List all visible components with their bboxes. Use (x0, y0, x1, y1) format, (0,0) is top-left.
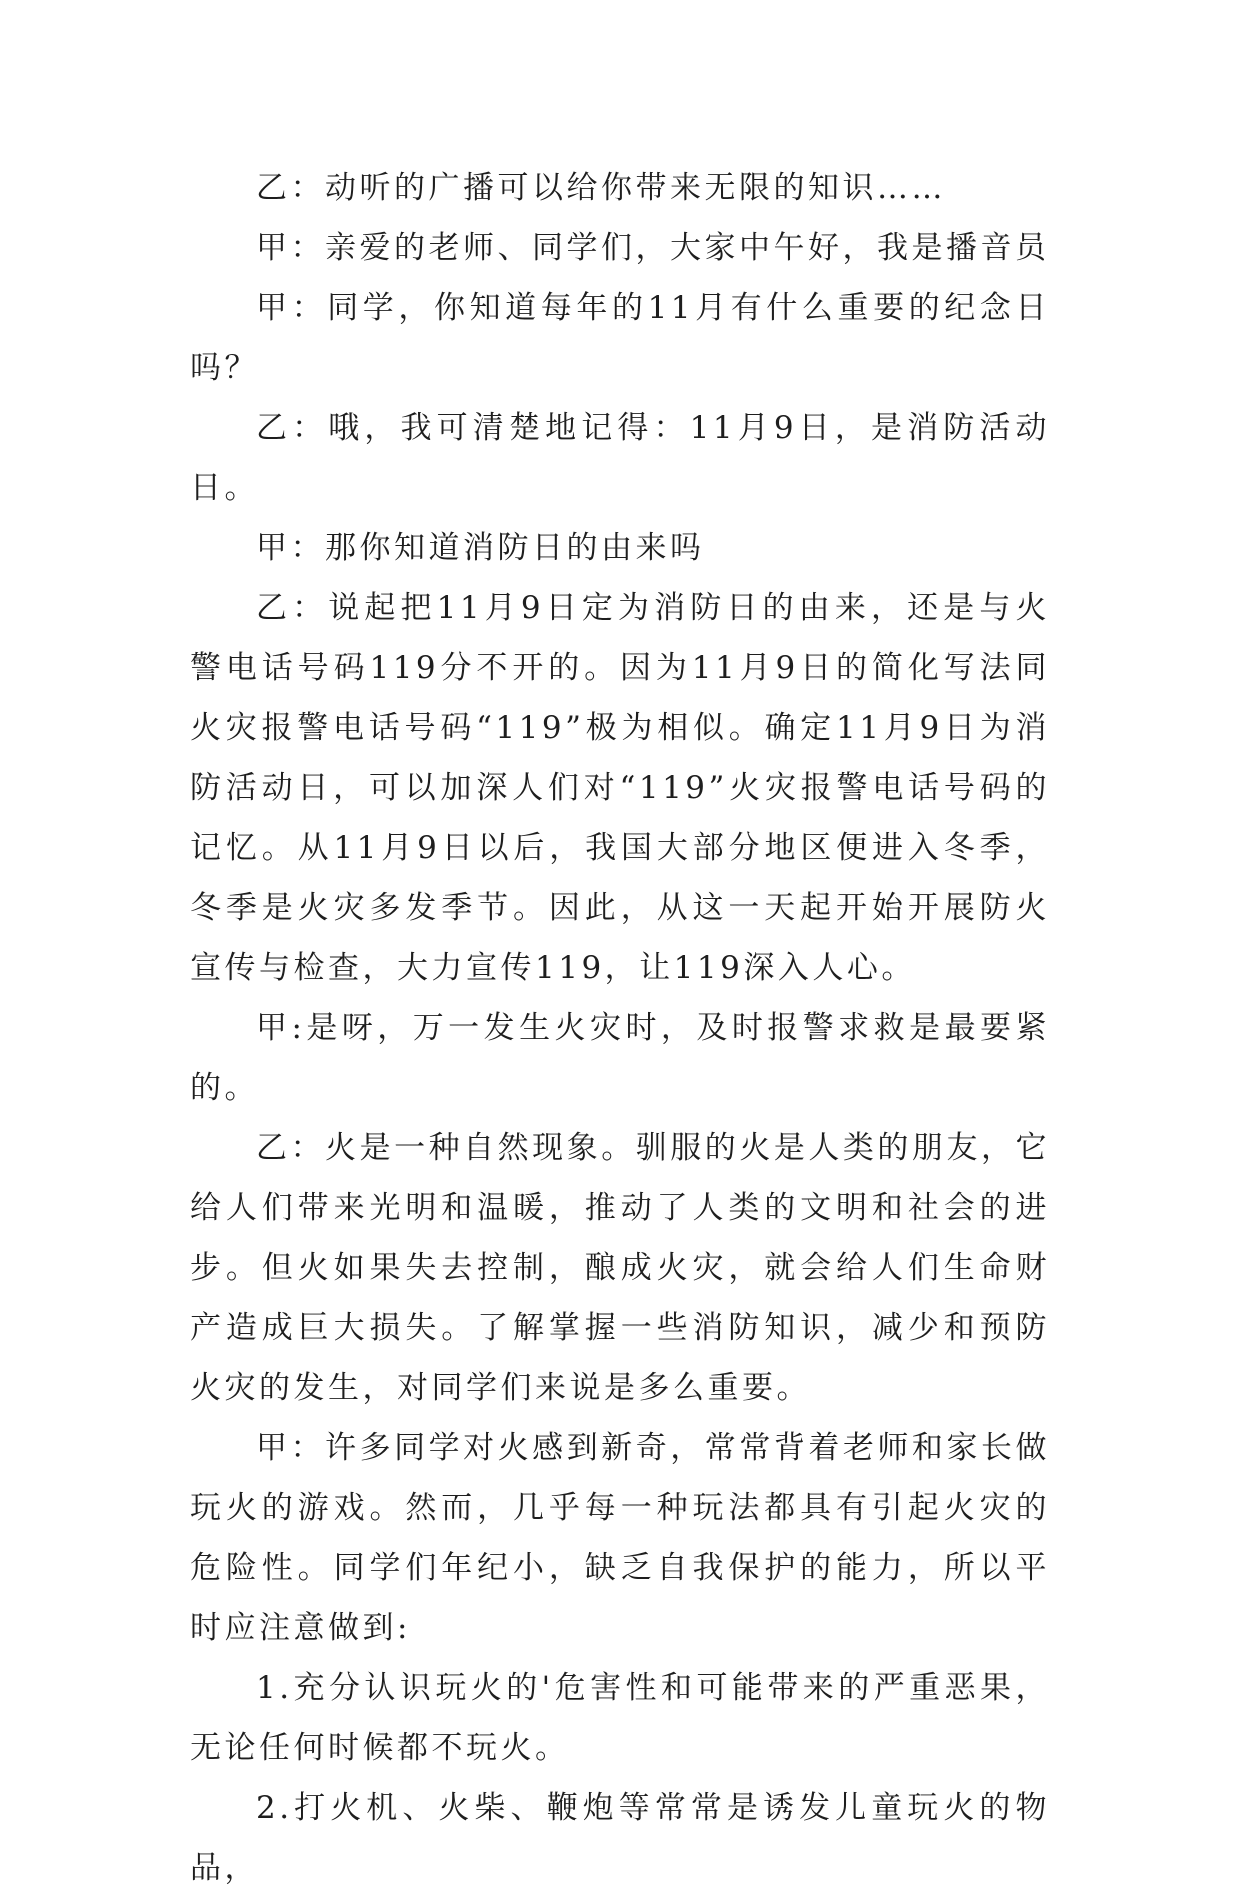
paragraph: 乙：火是一种自然现象。驯服的火是人类的朋友，它给人们带来光明和温暖，推动了人类的文明和社会的进步。但火如果失去控制，酿成火灾，就会给人们生命财产造成巨大损失。了解掌握一些消防知识，减少和预防火灾的发生，对同学们来说是多么重要。 (190, 1130, 1050, 1406)
paragraph: 乙：说起把11月9日定为消防日的由来，还是与火警电话号码119分不开的。因为11月9日的简化写法同火灾报警电话号码“119”极为相似。确定11月9日为消防活动日，可以加深人们对“119”火灾报警电话号码的记忆。从11月9日以后，我国大部分地区便进入冬季，冬季是火灾多发季节。因此，从这一天起开始开展防火宣传与检查，大力宣传119，让119深入人心。 (190, 590, 1050, 986)
paragraph: 甲：那你知道消防日的由来吗 (256, 530, 705, 566)
paragraph: 甲:是呀，万一发生火灾时，及时报警求救是最要紧的。 (190, 1010, 1050, 1106)
numbered-item: 1.充分认识玩火的'危害性和可能带来的严重恶果，无论任何时候都不玩火。 (190, 1670, 1050, 1766)
document-body (190, 158, 1050, 1898)
paragraph: 甲：许多同学对火感到新奇，常常背着老师和家长做玩火的游戏。然而，几乎每一种玩法都具有引起火灾的危险性。同学们年纪小，缺乏自我保护的能力，所以平时应注意做到: (190, 1430, 1050, 1646)
paragraph: 乙：哦，我可清楚地记得：11月9日，是消防活动日。 (190, 410, 1050, 506)
paragraph: 乙：动听的广播可以给你带来无限的知识…… (256, 170, 946, 206)
numbered-item: 2.打火机、火柴、鞭炮等常常是诱发儿童玩火的物品， (190, 1790, 1050, 1886)
paragraph: 甲：同学，你知道每年的11月有什么重要的纪念日吗？ (190, 290, 1050, 386)
paragraph: 甲：亲爱的老师、同学们，大家中午好，我是播音员 (256, 230, 1050, 266)
